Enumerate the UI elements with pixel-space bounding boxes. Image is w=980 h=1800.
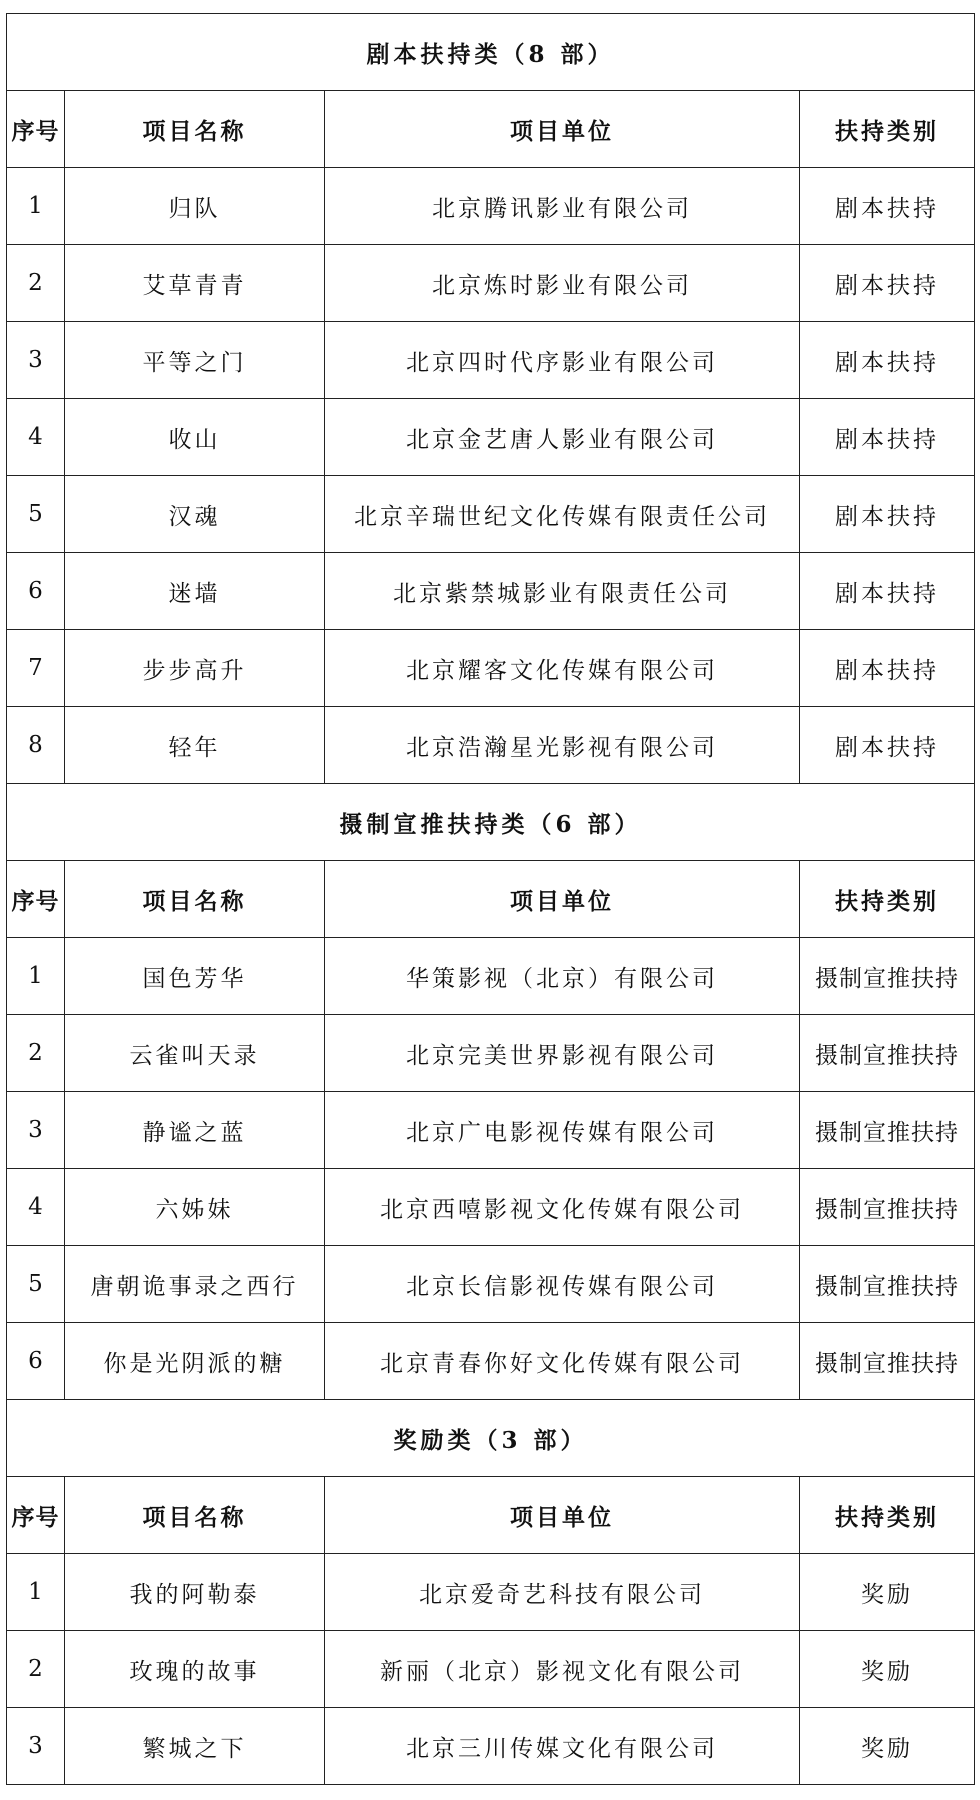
- category-cell: 剧本扶持: [800, 168, 975, 245]
- index-header: 序号: [7, 861, 65, 938]
- project-unit-cell: 北京金艺唐人影业有限公司: [325, 399, 800, 476]
- project-name-cell: 静谧之蓝: [65, 1092, 325, 1169]
- name-header: 项目名称: [65, 91, 325, 168]
- table-row: [7, 938, 975, 1015]
- index-cell: 1: [7, 1554, 65, 1631]
- project-name-cell: 迷墙: [65, 553, 325, 630]
- table-row: [7, 1015, 975, 1092]
- project-name-cell: 我的阿勒泰: [65, 1554, 325, 1631]
- index-header: 序号: [7, 91, 65, 168]
- category-cell: 剧本扶持: [800, 476, 975, 553]
- project-unit-cell: 北京耀客文化传媒有限公司: [325, 630, 800, 707]
- project-unit-cell: 北京广电影视传媒有限公司: [325, 1092, 800, 1169]
- table-row: [7, 1169, 975, 1246]
- column-header-row: [7, 91, 975, 168]
- project-name-cell: 轻年: [65, 707, 325, 784]
- project-unit-cell: 北京浩瀚星光影视有限公司: [325, 707, 800, 784]
- category-cell: 摄制宣推扶持: [800, 938, 975, 1015]
- project-name-cell: 艾草青青: [65, 245, 325, 322]
- table-row: [7, 168, 975, 245]
- unit-header: 项目单位: [325, 861, 800, 938]
- project-name-cell: 归队: [65, 168, 325, 245]
- table-row: [7, 1092, 975, 1169]
- project-unit-cell: 北京西嘻影视文化传媒有限公司: [325, 1169, 800, 1246]
- table-row: [7, 1708, 975, 1785]
- index-cell: 5: [7, 1246, 65, 1323]
- index-cell: 3: [7, 322, 65, 399]
- category-header: 扶持类别: [800, 1477, 975, 1554]
- name-header: 项目名称: [65, 861, 325, 938]
- category-header: 扶持类别: [800, 91, 975, 168]
- project-name-cell: 玫瑰的故事: [65, 1631, 325, 1708]
- index-cell: 7: [7, 630, 65, 707]
- project-unit-cell: 北京长信影视传媒有限公司: [325, 1246, 800, 1323]
- project-name-cell: 步步高升: [65, 630, 325, 707]
- project-name-cell: 唐朝诡事录之西行: [65, 1246, 325, 1323]
- index-cell: 1: [7, 938, 65, 1015]
- table-row: [7, 707, 975, 784]
- name-header: 项目名称: [65, 1477, 325, 1554]
- section-title-row: [7, 14, 975, 91]
- category-cell: 剧本扶持: [800, 707, 975, 784]
- table-row: [7, 1323, 975, 1400]
- category-cell: 摄制宣推扶持: [800, 1092, 975, 1169]
- project-name-cell: 汉魂: [65, 476, 325, 553]
- category-cell: 奖励: [800, 1631, 975, 1708]
- section-title: 剧本扶持类（8 部）: [7, 14, 975, 91]
- category-cell: 剧本扶持: [800, 630, 975, 707]
- table-row: [7, 476, 975, 553]
- project-unit-cell: 华策影视（北京）有限公司: [325, 938, 800, 1015]
- table-row: [7, 1554, 975, 1631]
- category-cell: 剧本扶持: [800, 322, 975, 399]
- category-cell: 摄制宣推扶持: [800, 1323, 975, 1400]
- category-cell: 剧本扶持: [800, 553, 975, 630]
- category-cell: 剧本扶持: [800, 399, 975, 476]
- index-cell: 2: [7, 245, 65, 322]
- index-cell: 8: [7, 707, 65, 784]
- section-title: 摄制宣推扶持类（6 部）: [7, 784, 975, 861]
- project-unit-cell: 新丽（北京）影视文化有限公司: [325, 1631, 800, 1708]
- project-name-cell: 六姊妹: [65, 1169, 325, 1246]
- column-header-row: [7, 1477, 975, 1554]
- category-header: 扶持类别: [800, 861, 975, 938]
- column-header-row: [7, 861, 975, 938]
- index-cell: 2: [7, 1015, 65, 1092]
- project-name-cell: 繁城之下: [65, 1708, 325, 1785]
- project-unit-cell: 北京紫禁城影业有限责任公司: [325, 553, 800, 630]
- unit-header: 项目单位: [325, 1477, 800, 1554]
- table-body: [7, 14, 975, 1785]
- section-title: 奖励类（3 部）: [7, 1400, 975, 1477]
- category-cell: 奖励: [800, 1708, 975, 1785]
- category-cell: 摄制宣推扶持: [800, 1246, 975, 1323]
- index-cell: 1: [7, 168, 65, 245]
- index-cell: 5: [7, 476, 65, 553]
- unit-header: 项目单位: [325, 91, 800, 168]
- project-unit-cell: 北京爱奇艺科技有限公司: [325, 1554, 800, 1631]
- project-unit-cell: 北京炼时影业有限公司: [325, 245, 800, 322]
- table-row: [7, 245, 975, 322]
- project-name-cell: 平等之门: [65, 322, 325, 399]
- category-cell: 奖励: [800, 1554, 975, 1631]
- project-unit-cell: 北京三川传媒文化有限公司: [325, 1708, 800, 1785]
- table-row: [7, 630, 975, 707]
- project-unit-cell: 北京腾讯影业有限公司: [325, 168, 800, 245]
- project-unit-cell: 北京完美世界影视有限公司: [325, 1015, 800, 1092]
- table-row: [7, 1631, 975, 1708]
- table-row: [7, 553, 975, 630]
- project-name-cell: 收山: [65, 399, 325, 476]
- project-unit-cell: 北京四时代序影业有限公司: [325, 322, 800, 399]
- table-row: [7, 322, 975, 399]
- index-cell: 3: [7, 1708, 65, 1785]
- table-row: [7, 399, 975, 476]
- project-name-cell: 云雀叫天录: [65, 1015, 325, 1092]
- index-cell: 4: [7, 399, 65, 476]
- index-header: 序号: [7, 1477, 65, 1554]
- section-title-row: [7, 1400, 975, 1477]
- project-unit-cell: 北京辛瑞世纪文化传媒有限责任公司: [325, 476, 800, 553]
- category-cell: 摄制宣推扶持: [800, 1169, 975, 1246]
- funding-table: [6, 13, 975, 1785]
- index-cell: 4: [7, 1169, 65, 1246]
- project-unit-cell: 北京青春你好文化传媒有限公司: [325, 1323, 800, 1400]
- index-cell: 6: [7, 1323, 65, 1400]
- project-name-cell: 你是光阴派的糖: [65, 1323, 325, 1400]
- index-cell: 2: [7, 1631, 65, 1708]
- index-cell: 3: [7, 1092, 65, 1169]
- section-title-row: [7, 784, 975, 861]
- category-cell: 摄制宣推扶持: [800, 1015, 975, 1092]
- index-cell: 6: [7, 553, 65, 630]
- project-name-cell: 国色芳华: [65, 938, 325, 1015]
- table-row: [7, 1246, 975, 1323]
- category-cell: 剧本扶持: [800, 245, 975, 322]
